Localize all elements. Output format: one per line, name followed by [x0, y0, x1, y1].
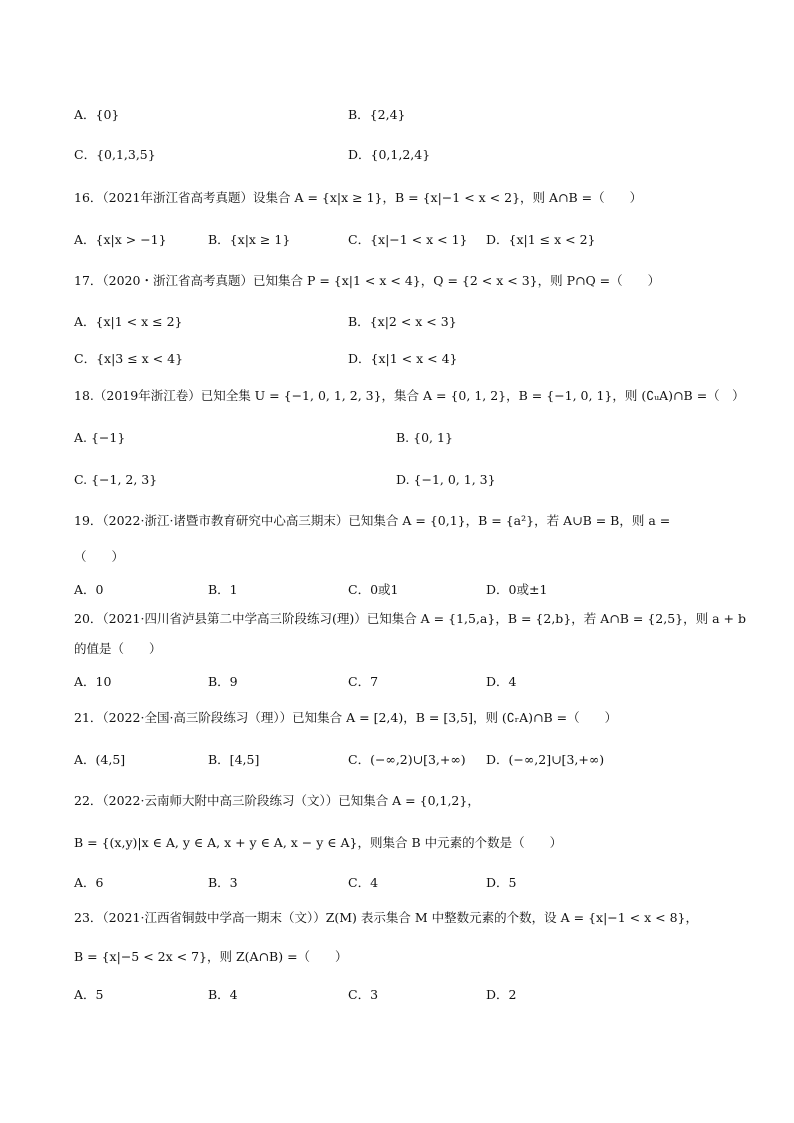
q22-option-b: B．3 — [208, 875, 238, 890]
q18-option-b: B. {0, 1} — [396, 430, 453, 445]
q23-stem: 23．（2021·江西省铜鼓中学高一期末（文））Z(M) 表示集合 M 中整数元素的个数，设 A = {x|−1 < x < 8}， — [74, 910, 699, 925]
q17-option-b: B．{x|2 < x < 3} — [348, 314, 457, 329]
q18-option-c: C. {−1, 2, 3} — [74, 472, 158, 487]
q17-option-d: D．{x|1 < x < 4} — [348, 351, 458, 366]
q20-option-d: D．4 — [486, 674, 517, 689]
q19-stem-cont: （ ） — [74, 549, 125, 564]
q18-stem: 18.（2019年浙江卷）已知全集 U = {−1, 0, 1, 2, 3}，集合 A = {0, 1, 2}，B = {−1, 0, 1}，则 (∁ᵤA)∩B =（ ） — [74, 388, 745, 403]
q22-stem-cont: B = {(x,y)|x ∈ A, y ∈ A, x + y ∈ A, x − y ∈ A}，则集合 B 中元素的个数是（ ） — [74, 835, 563, 850]
q22-option-d: D．5 — [486, 875, 517, 890]
q22-stem: 22．（2022·云南师大附中高三阶段练习（文））已知集合 A = {0,1,2}， — [74, 793, 480, 808]
q18-option-d: D. {−1, 0, 1, 3} — [396, 472, 496, 487]
q15-option-a: A．{0} — [74, 107, 120, 122]
q21-option-d: D．(−∞,2]∪[3,+∞) — [486, 752, 605, 767]
q23-option-d: D．2 — [486, 987, 517, 1002]
q20-option-b: B．9 — [208, 674, 238, 689]
q22-option-c: C．4 — [348, 875, 379, 890]
q17-stem: 17．（2020・浙江省高考真题）已知集合 P = {x|1 < x < 4}，Q = {2 < x < 3}，则 P∩Q =（ ） — [74, 273, 661, 288]
q15-option-d: D．{0,1,2,4} — [348, 147, 431, 162]
q20-stem-cont: 的值是（ ） — [74, 641, 162, 656]
q23-stem-cont: B = {x|−5 < 2x < 7}，则 Z(A∩B) =（ ） — [74, 949, 348, 964]
q16-option-b: B．{x|x ≥ 1} — [208, 232, 291, 247]
q23-option-b: B．4 — [208, 987, 238, 1002]
q20-option-c: C．7 — [348, 674, 379, 689]
q21-option-b: B．[4,5] — [208, 752, 260, 767]
q19-option-b: B．1 — [208, 582, 238, 597]
q19-option-a: A．0 — [74, 582, 104, 597]
q22-option-a: A．6 — [74, 875, 104, 890]
q16-stem: 16．（2021年浙江省高考真题）设集合 A = {x|x ≥ 1}，B = {x|−1 < x < 2}，则 A∩B =（ ） — [74, 190, 643, 205]
q19-option-c: C．0或1 — [348, 582, 399, 597]
q19-stem: 19．（2022·浙江·诸暨市教育研究中心高三期末）已知集合 A = {0,1}，B = {a²}，若 A∪B = B，则 a = — [74, 513, 671, 528]
q16-option-c: C．{x|−1 < x < 1} — [348, 232, 468, 247]
q23-option-c: C．3 — [348, 987, 379, 1002]
q15-option-c: C．{0,1,3,5} — [74, 147, 156, 162]
q20-stem: 20．（2021·四川省泸县第二中学高三阶段练习(理)）已知集合 A = {1,5,a}，B = {2,b}，若 A∩B = {2,5}，则 a + b — [74, 611, 746, 626]
q15-option-b: B．{2,4} — [348, 107, 406, 122]
q21-option-a: A．(4,5] — [74, 752, 126, 767]
q23-option-a: A．5 — [74, 987, 104, 1002]
q21-option-c: C．(−∞,2)∪[3,+∞) — [348, 752, 466, 767]
q20-option-a: A．10 — [74, 674, 112, 689]
q18-option-a: A. {−1} — [74, 430, 126, 445]
q21-stem: 21．（2022·全国·高三阶段练习（理））已知集合 A = [2,4)，B = [3,5]，则 (∁ᵣA)∩B =（ ） — [74, 710, 618, 725]
q17-option-c: C．{x|3 ≤ x < 4} — [74, 351, 184, 366]
q16-option-a: A．{x|x > −1} — [74, 232, 167, 247]
q17-option-a: A．{x|1 < x ≤ 2} — [74, 314, 183, 329]
q19-option-d: D．0或±1 — [486, 582, 548, 597]
q16-option-d: D．{x|1 ≤ x < 2} — [486, 232, 596, 247]
